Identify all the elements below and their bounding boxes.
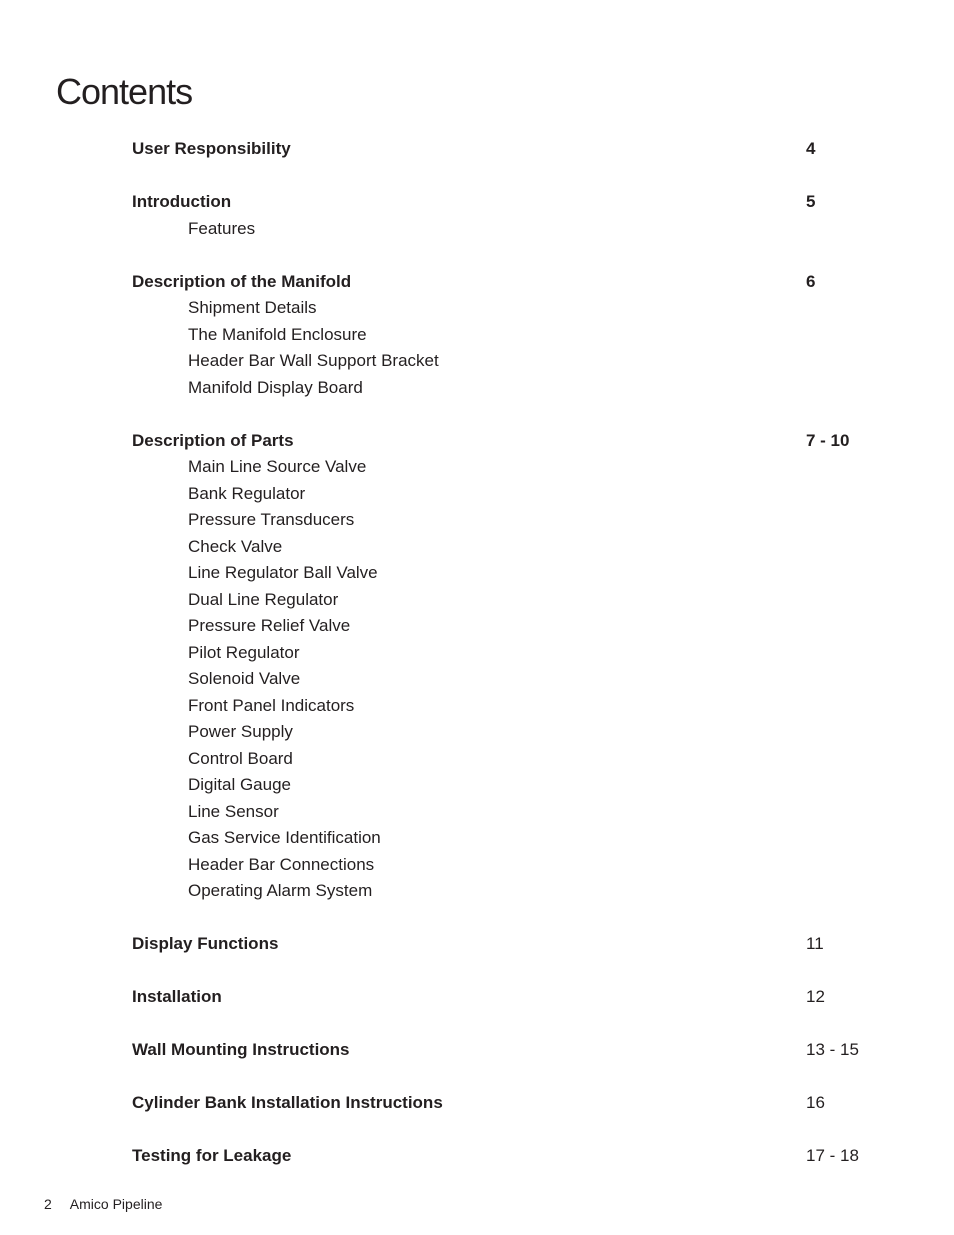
toc-section-title: Installation	[132, 987, 222, 1006]
toc-subsection[interactable]: Gas Service Identification	[188, 828, 381, 847]
toc-section-title: Cylinder Bank Installation Instructions	[132, 1093, 443, 1112]
toc-subsection[interactable]: Digital Gauge	[188, 775, 292, 794]
section-spacer	[132, 1011, 892, 1038]
toc-subsection[interactable]: Line Regulator Ball Valve	[188, 563, 378, 582]
toc-page-number: 4	[806, 139, 816, 158]
toc-section[interactable]	[132, 428, 892, 455]
toc-subsection[interactable]: Power Supply	[188, 722, 293, 741]
toc-subsection[interactable]: The Manifold Enclosure	[188, 324, 367, 344]
toc-subsection[interactable]: Header Bar Wall Support Bracket	[188, 351, 439, 370]
toc-page-number: 5	[806, 192, 816, 211]
toc-page-number: 6	[806, 271, 816, 291]
page-footer	[44, 1196, 162, 1212]
section-spacer	[132, 958, 892, 985]
toc-subsection[interactable]: Solenoid Valve	[188, 669, 301, 688]
toc-subsection[interactable]: Line Sensor	[188, 801, 279, 821]
toc-section-title: Wall Mounting Instructions	[132, 1040, 350, 1059]
section-spacer	[132, 905, 892, 932]
toc-subsection[interactable]: Pilot Regulator	[188, 642, 300, 662]
toc-subsection[interactable]: Front Panel Indicators	[188, 695, 355, 715]
toc-subsection[interactable]: Header Bar Connections	[188, 854, 375, 874]
footer-page-number: 2	[44, 1196, 52, 1212]
toc-subsection[interactable]: Main Line Source Valve	[188, 457, 367, 476]
toc-subsection[interactable]: Dual Line Regulator	[188, 589, 339, 609]
toc-subsection[interactable]: Check Valve	[188, 536, 283, 556]
toc-subsection[interactable]: Operating Alarm System	[188, 881, 373, 900]
toc-section[interactable]	[132, 1037, 892, 1064]
toc-subsection[interactable]: Features	[188, 218, 256, 238]
toc-subsection[interactable]: Bank Regulator	[188, 483, 306, 503]
section-spacer	[132, 1117, 892, 1144]
toc-section-title: Description of the Manifold	[132, 271, 352, 291]
toc-section[interactable]	[132, 984, 892, 1011]
toc-section[interactable]	[132, 269, 892, 296]
toc-page-number: 17 - 18	[806, 1146, 859, 1165]
page-title: Contents	[56, 71, 193, 112]
section-spacer	[132, 163, 892, 190]
table-of-contents	[132, 136, 892, 1170]
toc-section[interactable]	[132, 189, 892, 216]
toc-page-number: 13 - 15	[806, 1040, 859, 1059]
toc-page-number: 7 - 10	[806, 430, 850, 450]
toc-subsection[interactable]: Pressure Transducers	[188, 510, 355, 529]
toc-subsection[interactable]: Manifold Display Board	[188, 377, 363, 397]
toc-subsection[interactable]: Control Board	[188, 748, 293, 768]
toc-section[interactable]	[132, 931, 892, 958]
footer-publication-name: Amico Pipeline	[69, 1196, 163, 1212]
toc-page-number: 12	[806, 987, 825, 1006]
toc-section[interactable]	[132, 1143, 892, 1170]
toc-page-number: 16	[806, 1093, 825, 1112]
toc-section[interactable]	[132, 1090, 892, 1117]
toc-section-title: Introduction	[132, 192, 232, 211]
toc-section-title: Description of Parts	[132, 430, 294, 450]
toc-section-title: Testing for Leakage	[132, 1146, 292, 1165]
toc-subsection[interactable]: Pressure Relief Valve	[188, 616, 351, 635]
toc-section-title: User Responsibility	[132, 139, 291, 158]
section-spacer	[132, 242, 892, 269]
toc-section-title: Display Functions	[132, 934, 279, 953]
section-spacer	[132, 401, 892, 428]
section-spacer	[132, 1064, 892, 1091]
toc-subsection[interactable]: Shipment Details	[188, 298, 317, 317]
toc-section[interactable]	[132, 136, 892, 163]
toc-page-number: 11	[806, 934, 824, 953]
